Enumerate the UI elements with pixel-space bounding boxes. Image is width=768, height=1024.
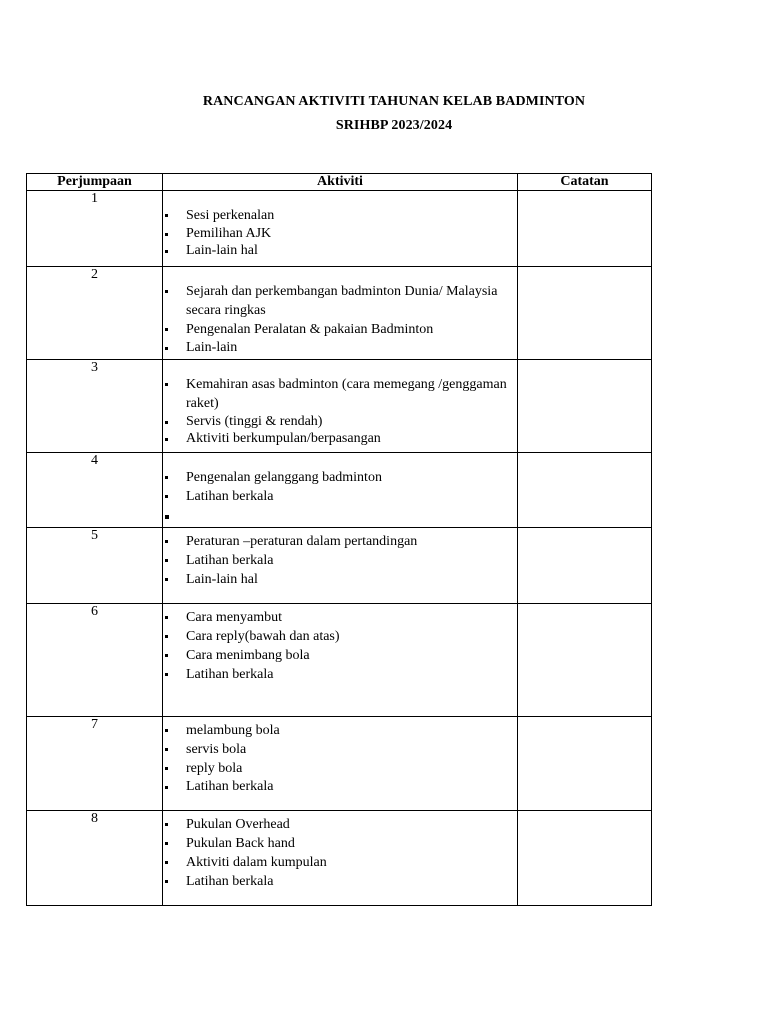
notes-cell — [518, 528, 652, 604]
list-item: Lain-lain — [163, 339, 517, 356]
list-item: Pukulan Overhead — [163, 815, 517, 834]
activity-cell — [163, 528, 518, 604]
activity-list — [163, 608, 517, 684]
list-item: Pukulan Back hand — [163, 834, 517, 853]
notes-cell — [518, 453, 652, 528]
list-item: Latihan berkala — [163, 487, 517, 506]
activity-list — [163, 468, 517, 525]
list-item: Lain-lain hal — [163, 242, 517, 259]
activity-list — [163, 206, 517, 259]
list-item: Kemahiran asas badminton (cara memegang /genggaman raket) — [163, 375, 517, 413]
table-row — [27, 528, 652, 604]
meeting-number: 3 — [27, 360, 163, 453]
meeting-number: 2 — [27, 267, 163, 360]
meeting-number: 7 — [27, 717, 163, 811]
table-header-row — [27, 174, 652, 191]
list-item: Aktiviti dalam kumpulan — [163, 853, 517, 872]
activity-list — [163, 721, 517, 795]
activity-list — [163, 282, 517, 356]
notes-cell — [518, 717, 652, 811]
document-title: RANCANGAN AKTIVITI TAHUNAN KELAB BADMINTON — [202, 94, 586, 109]
list-item: Cara menyambut — [163, 608, 517, 627]
table-row — [27, 811, 652, 906]
list-item: Pemilihan AJK — [163, 225, 517, 242]
notes-cell — [518, 811, 652, 906]
activity-cell — [163, 191, 518, 267]
notes-cell — [518, 360, 652, 453]
meeting-number: 8 — [27, 811, 163, 906]
activity-cell — [163, 453, 518, 528]
activity-cell — [163, 604, 518, 717]
header-catatan: Catatan — [518, 174, 652, 191]
list-item: Latihan berkala — [163, 551, 517, 570]
list-item: Sejarah dan perkembangan badminton Dunia/ Malaysia secara ringkas — [163, 282, 517, 320]
meeting-number: 4 — [27, 453, 163, 528]
table-row — [27, 717, 652, 811]
list-item: Servis (tinggi & rendah) — [163, 413, 517, 430]
table-row — [27, 191, 652, 267]
table-row — [27, 604, 652, 717]
activity-cell — [163, 717, 518, 811]
list-item: Pengenalan gelanggang badminton — [163, 468, 517, 487]
header-perjumpaan: Perjumpaan — [27, 174, 163, 191]
header-aktiviti: Aktiviti — [163, 174, 518, 191]
notes-cell — [518, 191, 652, 267]
list-item: Latihan berkala — [163, 778, 517, 795]
table-row — [27, 453, 652, 528]
list-item: melambung bola — [163, 721, 517, 740]
list-item: Pengenalan Peralatan & pakaian Badminton — [163, 320, 517, 339]
notes-cell — [518, 267, 652, 360]
list-item: Lain-lain hal — [163, 570, 517, 589]
list-item: Peraturan –peraturan dalam pertandingan — [163, 532, 517, 551]
table-row — [27, 360, 652, 453]
meeting-number: 1 — [27, 191, 163, 267]
meeting-number: 6 — [27, 604, 163, 717]
list-item: Cara menimbang bola — [163, 646, 517, 665]
list-item: reply bola — [163, 759, 517, 778]
activity-plan-table — [26, 173, 652, 906]
activity-cell — [163, 267, 518, 360]
list-item-empty — [163, 506, 517, 525]
list-item: Aktiviti berkumpulan/berpasangan — [163, 430, 517, 447]
list-item: Latihan berkala — [163, 872, 517, 891]
activity-cell — [163, 811, 518, 906]
list-item: servis bola — [163, 740, 517, 759]
table-row — [27, 267, 652, 360]
activity-list — [163, 815, 517, 891]
activity-cell — [163, 360, 518, 453]
list-item: Latihan berkala — [163, 665, 517, 684]
meeting-number: 5 — [27, 528, 163, 604]
activity-list — [163, 375, 517, 447]
document-subtitle: SRIHBP 2023/2024 — [335, 118, 453, 133]
notes-cell — [518, 604, 652, 717]
activity-list — [163, 532, 517, 589]
list-item: Sesi perkenalan — [163, 206, 517, 225]
list-item: Cara reply(bawah dan atas) — [163, 627, 517, 646]
